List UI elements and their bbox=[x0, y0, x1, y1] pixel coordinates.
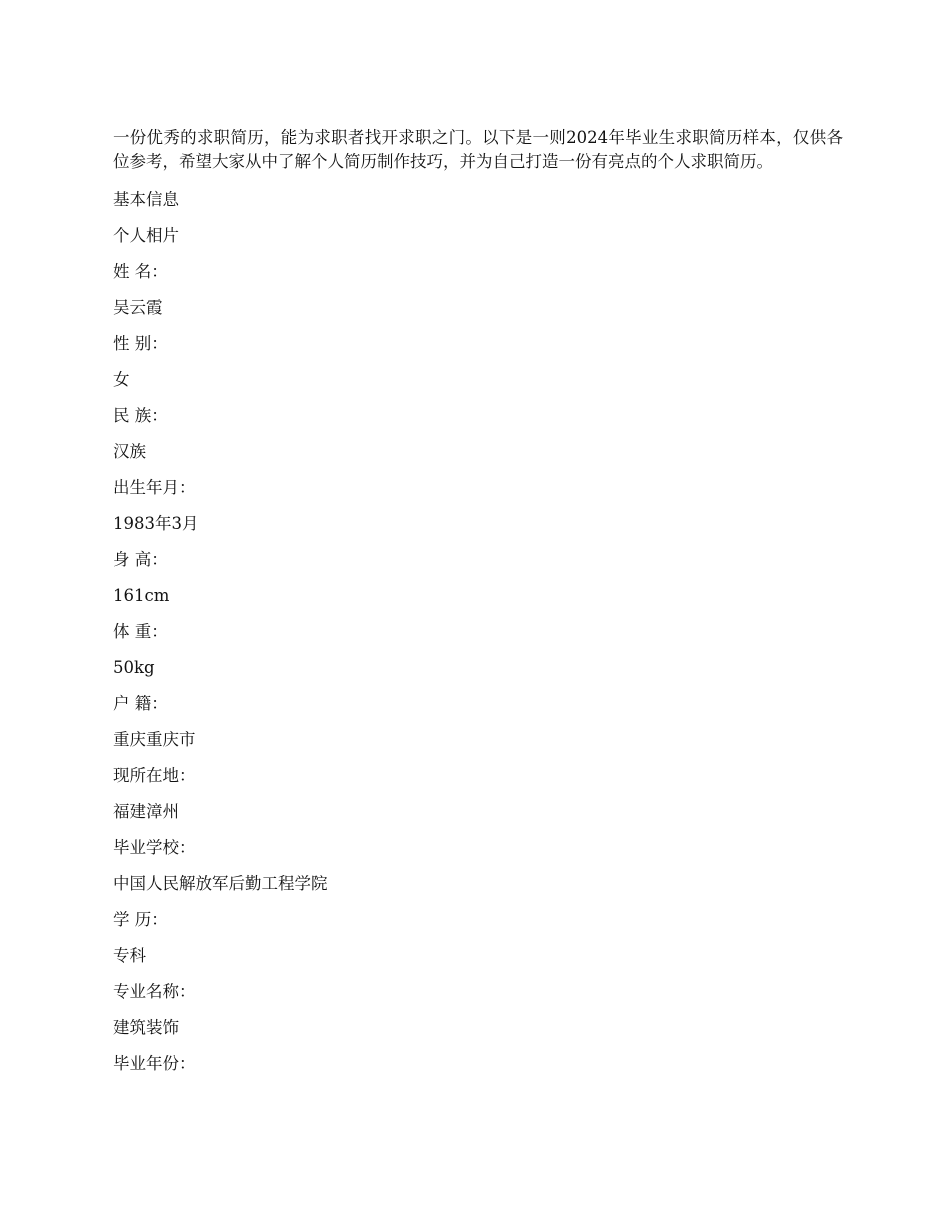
major-label: 专业名称： bbox=[113, 982, 196, 1001]
name-label: 姓 名： bbox=[113, 262, 168, 281]
height-value: 161cm bbox=[113, 586, 170, 605]
education-value: 专科 bbox=[113, 946, 146, 965]
birth-date-label: 出生年月： bbox=[113, 478, 196, 497]
major-value: 建筑装饰 bbox=[113, 1018, 179, 1037]
school-value: 中国人民解放军后勤工程学院 bbox=[113, 874, 328, 893]
resume-lines bbox=[113, 182, 843, 1082]
weight-value: 50kg bbox=[113, 658, 155, 677]
resume-document bbox=[113, 126, 843, 1082]
gender-value: 女 bbox=[113, 370, 130, 389]
gender-label: 性 别： bbox=[113, 334, 168, 353]
household-label: 户 籍： bbox=[113, 694, 168, 713]
education-label: 学 历： bbox=[113, 910, 168, 929]
school-label: 毕业学校： bbox=[113, 838, 196, 857]
photo-label: 个人相片 bbox=[113, 226, 179, 245]
section-heading-basic-info: 基本信息 bbox=[113, 190, 179, 209]
name-value: 吴云霞 bbox=[113, 298, 163, 317]
intro-paragraph: 一份优秀的求职简历，能为求职者找开求职之门。以下是一则2024年毕业生求职简历样本，仅供各位参考，希望大家从中了解个人简历制作技巧，并为自己打造一份有亮点的个人求职简历。 bbox=[113, 128, 843, 171]
household-value: 重庆重庆市 bbox=[113, 730, 196, 749]
current-location-label: 现所在地： bbox=[113, 766, 196, 785]
ethnicity-value: 汉族 bbox=[113, 442, 146, 461]
ethnicity-label: 民 族： bbox=[113, 406, 168, 425]
height-label: 身 高： bbox=[113, 550, 168, 569]
graduation-year-label: 毕业年份： bbox=[113, 1054, 196, 1073]
current-location-value: 福建漳州 bbox=[113, 802, 179, 821]
weight-label: 体 重： bbox=[113, 622, 168, 641]
birth-date-value: 1983年3月 bbox=[113, 514, 199, 533]
